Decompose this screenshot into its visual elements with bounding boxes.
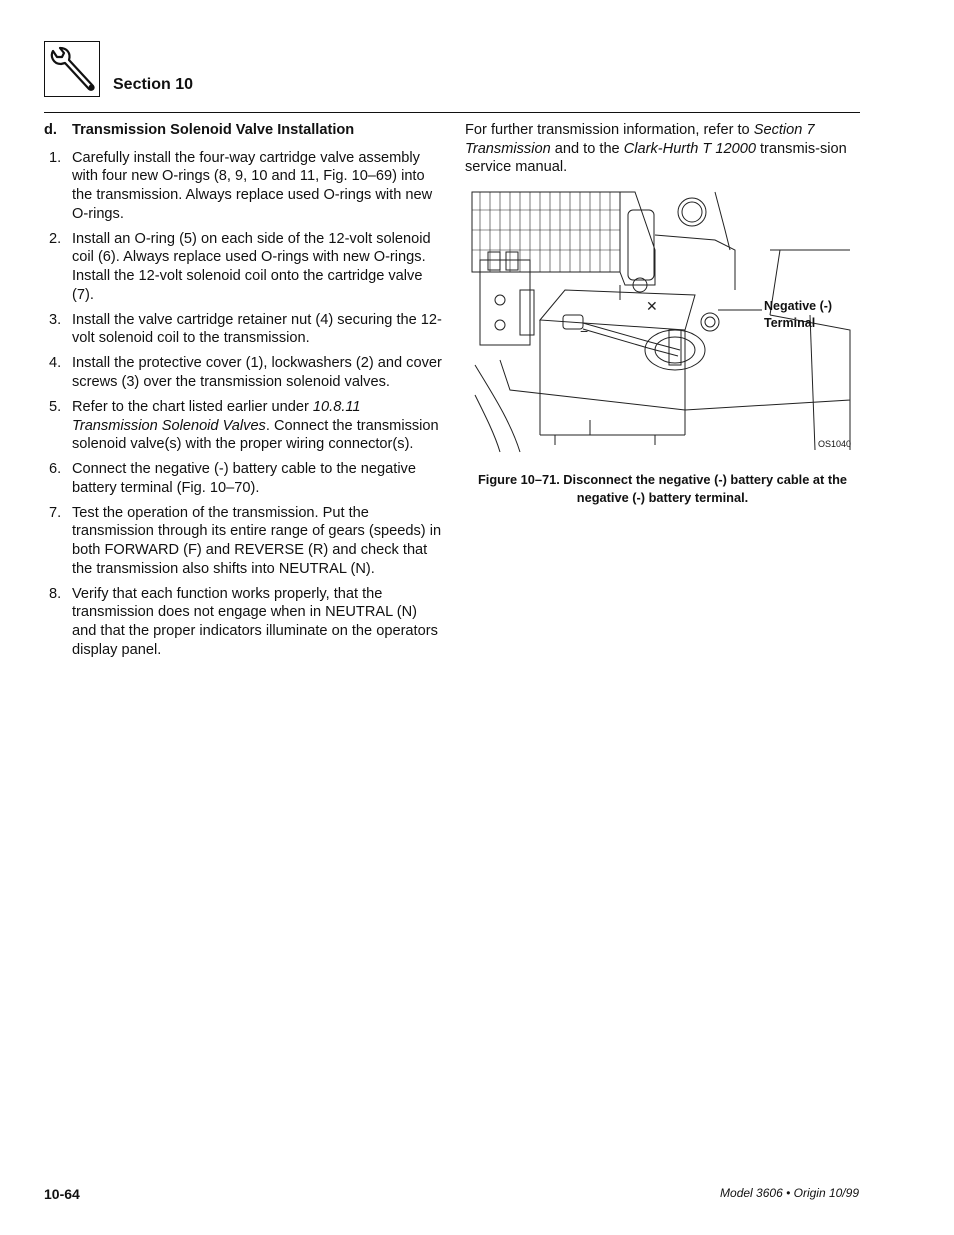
step-text: Install an O-ring (5) on each side of the 12-volt solenoid coil (6). Always replace used O-rings with new O-rings. Install the 12-volt solenoid coil onto the cartridge valve (7).: [72, 230, 431, 303]
cross-reference: 10.8.11 Transmission Solenoid Valves: [72, 398, 361, 434]
subsection-letter: d.: [44, 122, 57, 138]
list-item: 8. Verify that each function works properly, that the transmission does not engage when in NEUTRAL (N) and that the proper indicators illuminate on the operators display panel.: [49, 585, 438, 658]
list-item: 6. Connect the negative (-) battery cable to the negative battery terminal (Fig. 10–70).: [49, 461, 416, 496]
intro-paragraph: For further transmission information, refer to Section 7 Transmission and to the Clark-Hurth T 12000 transmis-sion service manual.: [465, 122, 847, 176]
figure-callout: Negative (-) Terminal: [764, 299, 833, 330]
section-title: Section 10: [113, 76, 194, 93]
step-text: Connect the negative (-) battery cable to the negative battery terminal (Fig. 10–70).: [72, 461, 416, 496]
step-text: Carefully install the four-way cartridge valve assembly with four new O-rings (8, 9, 10 and 11, Fig. 10–69) into the transmission. Always replace used O-rings with new O-rings.: [72, 149, 433, 222]
step-text: Refer to the chart listed earlier under 10.8.11 Transmission Solenoid Valves. Connect the transmission solenoid valve(s) with the proper wiring connector(s).: [72, 398, 439, 453]
list-item: 5. Refer to the chart listed earlier under 10.8.11 Transmission Solenoid Valves. Connect the transmission solenoid valve(s) with the proper wiring connector(s).: [49, 398, 439, 453]
list-item: 1. Carefully install the four-way cartridge valve assembly with four new O-rings (8, 9, 10 and 11, Fig. 10–69) into the transmission. Always replace used O-rings with new O-rings.: [49, 149, 433, 222]
step-text: Install the valve cartridge retainer nut (4) securing the 12-volt solenoid coil to the transmission.: [72, 311, 442, 347]
wrench-icon: [45, 42, 98, 95]
section-logo: [44, 41, 100, 97]
page-number: 10-64: [44, 1186, 80, 1202]
list-item: 3. Install the valve cartridge retainer nut (4) securing the 12-volt solenoid coil to the transmission.: [49, 311, 442, 347]
svg-text:−: −: [580, 323, 589, 339]
left-column: [44, 121, 442, 666]
subsection-title: Transmission Solenoid Valve Installation: [72, 122, 355, 138]
svg-text:✕: ✕: [646, 298, 658, 314]
step-text: Verify that each function works properly, that the transmission does not engage when in NEUTRAL (N) and that the proper indicators illuminate on the operators display panel.: [72, 585, 438, 658]
figure-caption: Figure 10–71. Disconnect the negative (-) battery cable at the negative (-) battery terminal.: [477, 472, 848, 505]
header-divider: [44, 112, 860, 113]
cross-reference: Section 7 Transmission: [465, 122, 815, 157]
list-item: 4. Install the protective cover (1), lockwashers (2) and cover screws (3) over the transmission solenoid valves.: [49, 355, 442, 390]
step-text: Install the protective cover (1), lockwashers (2) and cover screws (3) over the transmission solenoid valves.: [72, 355, 442, 390]
list-item: 2. Install an O-ring (5) on each side of the 12-volt solenoid coil (6). Always replace used O-rings with new O-rings. Install the 12-volt solenoid coil onto the cartridge valve (7).: [49, 230, 431, 303]
figure-code: OS1040: [818, 439, 852, 449]
subsection-heading: [44, 121, 442, 140]
step-text: Test the operation of the transmission. Put the transmission through its entire range of gears (speeds) in both FORWARD (F) and REVERSE (R) and check that the transmission also shifts into NEUTRAL (N).: [72, 504, 442, 577]
model-info: Model 3606 • Origin 10/99: [720, 1186, 859, 1200]
manual-reference: Clark-Hurth T 12000: [623, 140, 756, 157]
list-item: 7. Test the operation of the transmission. Put the transmission through its entire range of gears (speeds) in both FORWARD (F) and REVERSE (R) and check that the transmission also shifts into NEUTRAL (N).: [49, 504, 442, 577]
